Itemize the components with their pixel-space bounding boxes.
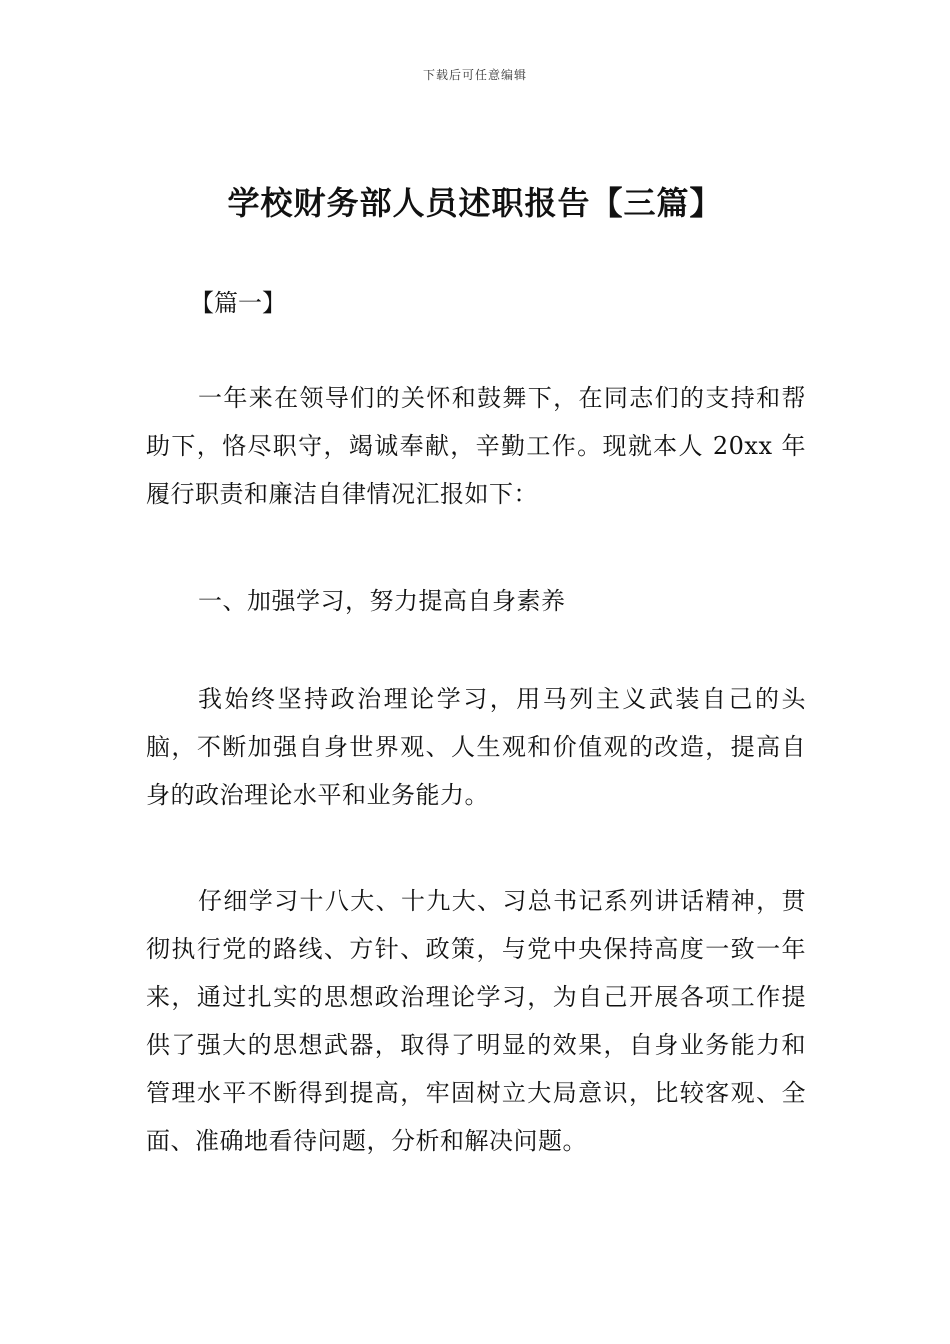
header-note: 下载后可任意编辑: [422, 68, 527, 82]
paragraph-theory-study: 我始终坚持政治理论学习，用马列主义武装自己的头脑，不断加强自身世界观、人生观和价值观的改造，提高自身的政治理论水平和业务能力。: [146, 685, 806, 809]
paragraph-spirit-study: 仔细学习十八大、十九大、习总书记系列讲话精神，贯彻执行党的路线、方针、政策，与党中央保持高度一致一年来，通过扎实的思想政治理论学习，为自己开展各项工作提供了强大的思想武器，取得了明显的效果，自身业务能力和管理水平不断得到提高，牢固树立大局意识，比较客观、全面、准确地看待问题，分析和解决问题。: [146, 887, 806, 1155]
paragraph-heading-study: 一、加强学习，努力提高自身素养: [198, 587, 566, 615]
paragraph-intro: 一年来在领导们的关怀和鼓舞下，在同志们的支持和帮助下，恪尽职守，竭诚奉献，辛勤工作。现就本人 20xx 年履行职责和廉洁自律情况汇报如下：: [146, 384, 806, 508]
document-title: 学校财务部人员述职报告【三篇】: [227, 184, 723, 222]
section-tag: 【篇一】: [190, 289, 286, 317]
